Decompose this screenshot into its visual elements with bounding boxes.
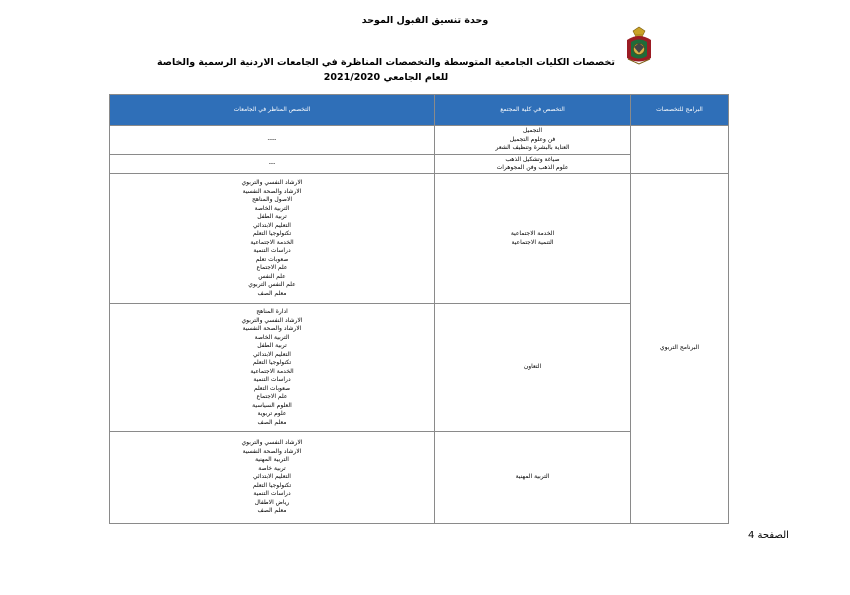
university-cell: ادارة المناهج الارشاد النفسي والتربوي الارشاد والصحة النفسية التربية الخاصة تربية الطفل التعليم الابتدائي تكنولوجيا التعلم الخدمة الاجتماعية دراسات التنمية صعوبات التعلم علم الاجتماع العلوم السياسية علوم تربوية معلم الصف	[110, 304, 435, 432]
header-program: البرامج للتخصصات	[631, 95, 729, 126]
community-cell: التربية المهنية	[435, 432, 631, 524]
table-row	[110, 126, 729, 155]
jordan-emblem-icon	[624, 26, 654, 66]
community-cell: التجميل فن وعلوم التجميل العناية بالبشرة وتنظيف الشعر	[435, 126, 631, 155]
program-cell-empty	[631, 126, 729, 174]
university-cell: ----	[110, 126, 435, 155]
header-community-specialization: التخصص في كلية المجتمع	[435, 95, 631, 126]
community-cell: صياغة وتشكيل الذهب علوم الذهب وفن المجوهرات	[435, 155, 631, 174]
unit-name: وحدة تنسيق القبول الموحد	[361, 15, 489, 26]
page-number: الصفحة 4	[748, 530, 789, 541]
title-line-2: للعام الجامعي 2021/2020	[323, 72, 449, 83]
university-cell: الارشاد النفسي والتربوي الارشاد والصحة النفسية التربية المهنية تربية خاصة التعليم الابتدائي تكنولوجيا التعلم دراسات التنمية رياض الاطفال معلم الصف	[110, 432, 435, 524]
header-university-specialization: التخصص المناظر في الجامعات	[110, 95, 435, 126]
table-header-row	[110, 95, 729, 126]
specializations-table	[109, 94, 729, 524]
community-cell: التعاون	[435, 304, 631, 432]
program-cell: البرنامج التربوي	[631, 174, 729, 524]
university-cell: الارشاد النفسي والتربوي الارشاد والصحة النفسية الاصول والمناهج التربية الخاصة تربية الطفل التعليم الابتدائي تكنولوجيا التعلم الخدمة الاجتماعية دراسات التنمية صعوبات تعلم علم الاجتماع علم النفس علم النفس التربوي معلم الصف	[110, 174, 435, 304]
university-cell: ---	[110, 155, 435, 174]
table-row	[110, 174, 729, 304]
document-title	[0, 55, 772, 85]
community-cell: الخدمة الاجتماعية التنمية الاجتماعية	[435, 174, 631, 304]
title-line-1: تخصصات الكليات الجامعية المتوسطة والتخصصات المناظرة في الجامعات الاردنية الرسمية والخاصة	[157, 57, 615, 68]
